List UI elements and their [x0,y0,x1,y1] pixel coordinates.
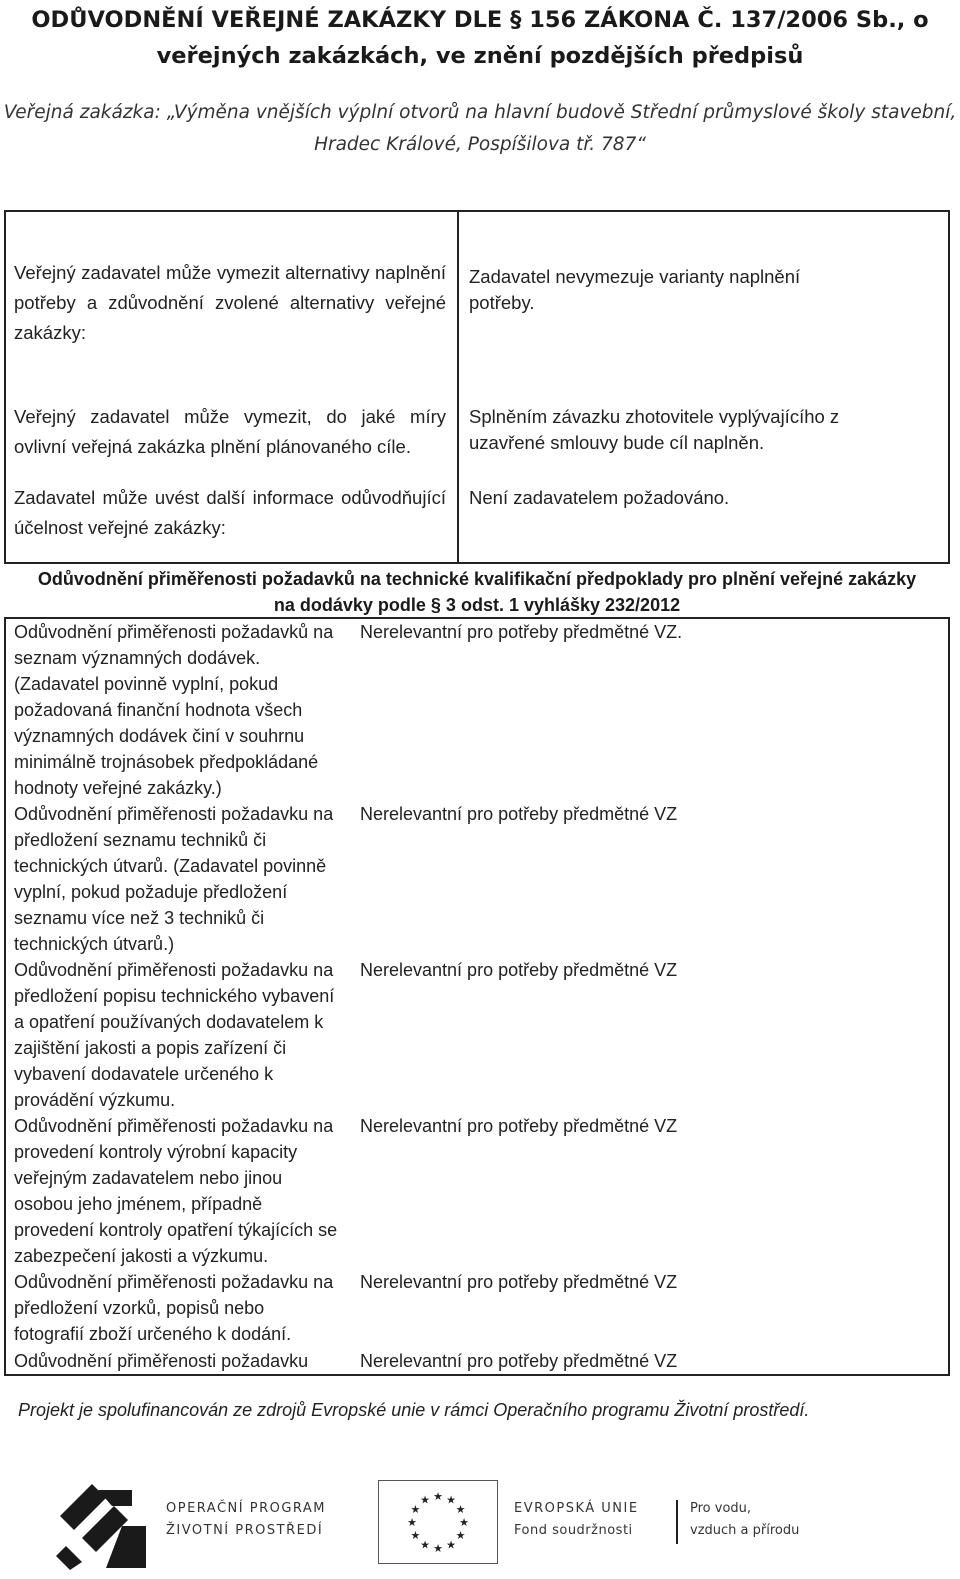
requirement-reason: Odůvodnění přiměřenosti požadavku na předložení vzorků, popisů nebo fotografií zboží určeného k dodání. [14,1272,334,1344]
requirement-answer: Nerelevantní pro potřeby předmětné VZ [360,960,678,980]
eu-star-icon: ★ [446,1539,456,1552]
subtitle-line2: Hradec Králové, Pospíšilova tř. 787“ [314,134,646,155]
eu-logo-line2: Fond soudržnosti [514,1523,633,1538]
op-logo-line1: OPERAČNÍ PROGRAM [166,1501,327,1516]
table-row-right: Zadavatel nevymezuje varianty naplnění potřeby. [469,266,801,313]
eu-star-icon: ★ [420,1539,430,1552]
eu-star-icon: ★ [410,1530,421,1542]
requirement-answer: Nerelevantní pro potřeby předmětné VZ [360,804,678,824]
requirement-reason: Odůvodnění přiměřenosti požadavku [14,1351,309,1371]
eu-star-icon: ★ [455,1530,466,1542]
requirement-reason: Odůvodnění přiměřenosti požadavku na předložení popisu technického vybavení a opatření používaných dodavatelem k zajištění jakosti a popis zařízení či vybavení dodavatele určeného k provádění výzkumu. [14,960,335,1110]
eu-star-icon: ★ [407,1517,417,1529]
op-zp-logo-icon [52,1476,152,1572]
table-divider [457,210,459,564]
cofinancing-note: Projekt je spolufinancován ze zdrojů Evropské unie v rámci Operačního programu Životní prostředí. [18,1400,810,1420]
page-title-line1: ODŮVODNĚNÍ VEŘEJNÉ ZAKÁZKY DLE § 156 ZÁKONA Č. 137/2006 Sb., o [31,7,929,33]
requirement-reason: Odůvodnění přiměřenosti požadavků na seznam významných dodávek. (Zadavatel povinně vyplní, pokud požadovaná finanční hodnota všech významných dodávek činí v souhrnu minimálně trojnásobek předpokládané hodnoty veřejné zakázky.) [14,622,334,798]
eu-flag-icon [378,1480,498,1564]
page-title-line2: veřejných zakázkách, ve znění pozdějších předpisů [156,43,804,69]
table-row-left: Veřejný zadavatel může vymezit alternativy naplnění potřeby a zdůvodnění zvolené alternativy veřejné zakázky: [14,262,446,343]
requirement-answer: Nerelevantní pro potřeby předmětné VZ [360,1116,678,1136]
eu-star-icon: ★ [433,1491,443,1503]
logo-divider [676,1500,678,1544]
eu-star-icon: ★ [420,1494,430,1507]
eu-star-icon: ★ [410,1504,421,1516]
table-row-right: Není zadavatelem požadováno. [469,487,730,508]
table-row-left: Zadavatel může uvést další informace odůvodňující účelnost veřejné zakázky: [14,487,446,538]
eu-star-icon: ★ [455,1504,466,1516]
eu-star-icon: ★ [459,1517,469,1529]
eu-star-icon: ★ [446,1494,456,1507]
subtitle-line1: Veřejná zakázka: „Výměna vnějších výplní otvorů na hlavní budově Střední průmyslové školy stavební, [3,102,957,123]
requirements-heading-line2: na dodávky podle § 3 odst. 1 vyhlášky 232/2012 [273,595,681,615]
eu-star-icon: ★ [433,1543,443,1555]
motto-line2: vzduch a přírodu [690,1523,800,1538]
requirement-answer: Nerelevantní pro potřeby předmětné VZ [360,1272,678,1292]
requirement-reason: Odůvodnění přiměřenosti požadavku na provedení kontroly výrobní kapacity veřejným zadavatelem nebo jinou osobou jeho jménem, případně provedení kontroly opatření týkajících se zabezpečení jakosti a výzkumu. [14,1116,338,1266]
table-row-right: Splněním závazku zhotovitele vyplývajícího z uzavřené smlouvy bude cíl naplněn. [469,406,840,453]
op-logo-line2: ŽIVOTNÍ PROSTŘEDÍ [166,1523,324,1538]
requirements-heading-line1: Odůvodnění přiměřenosti požadavků na technické kvalifikační předpoklady pro plnění veřejné zakázky [37,569,917,589]
requirement-answer: Nerelevantní pro potřeby předmětné VZ [360,1351,678,1371]
table-row-left: Veřejný zadavatel může vymezit, do jaké míry ovlivní veřejná zakázka plnění plánovaného cíle. [14,406,446,457]
eu-logo-line1: EVROPSKÁ UNIE [514,1501,639,1516]
requirement-reason: Odůvodnění přiměřenosti požadavku na předložení seznamu techniků či technických útvarů. (Zadavatel povinně vyplní, pokud požaduje předložení seznamu více než 3 techniků či technických útvarů.) [14,804,334,954]
requirement-answer: Nerelevantní pro potřeby předmětné VZ. [360,622,683,642]
motto-line1: Pro vodu, [690,1501,752,1516]
